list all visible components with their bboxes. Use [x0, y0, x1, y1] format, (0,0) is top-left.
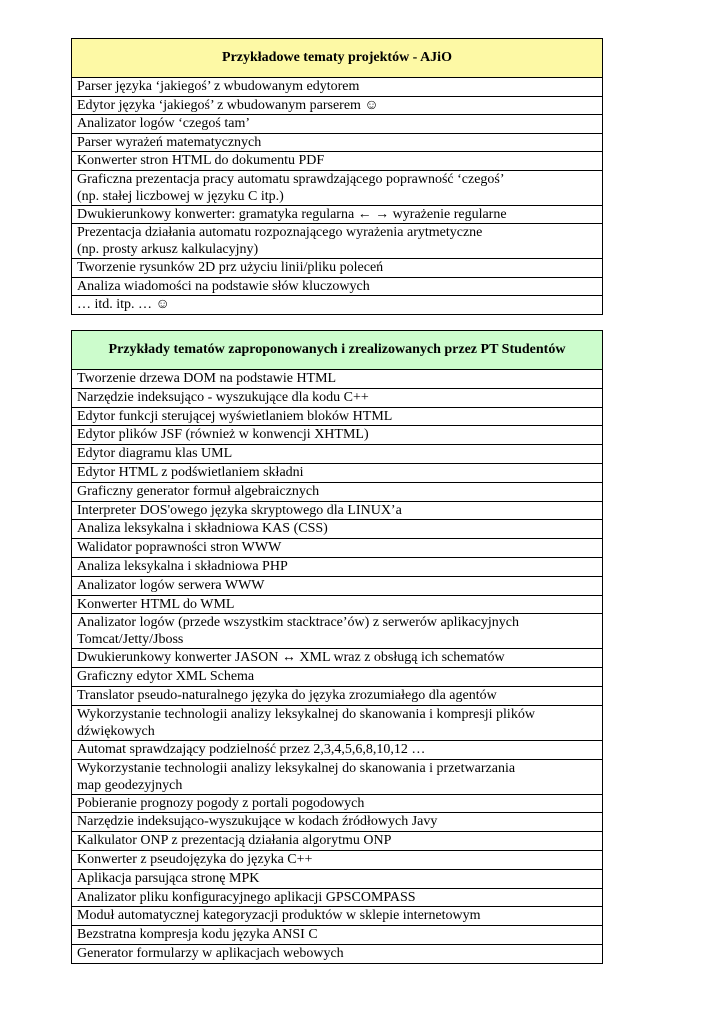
table-row — [72, 152, 603, 171]
topic-cell: … itd. itp. … ☺ — [72, 296, 603, 315]
topic-cell: Moduł automatycznej kategoryzacji produktów w sklepie internetowym — [72, 907, 603, 926]
table-row — [72, 907, 603, 926]
topic-cell: Analiza leksykalna i składniowa PHP — [72, 557, 603, 576]
table-header: Przykłady tematów zaproponowanych i zrealizowanych przez PT Studentów — [72, 331, 603, 370]
topic-cell: Graficzny generator formuł algebraicznych — [72, 482, 603, 501]
topic-cell: Parser wyrażeń matematycznych — [72, 133, 603, 152]
table-body — [72, 78, 603, 315]
topic-cell: Edytor języka ‘jakiegoś’ z wbudowanym parserem ☺ — [72, 96, 603, 115]
table-row — [72, 944, 603, 963]
topic-cell: Edytor diagramu klas UML — [72, 445, 603, 464]
topic-cell: Edytor funkcji sterującej wyświetlaniem bloków HTML — [72, 407, 603, 426]
table-row — [72, 426, 603, 445]
table-row — [72, 595, 603, 614]
table-row — [72, 614, 603, 649]
table-row — [72, 740, 603, 759]
topic-cell: Graficzna prezentacja pracy automatu sprawdzającego poprawność ‘czegoś’ (np. stałej liczbowej w języku C itp.) — [72, 170, 603, 205]
table-row — [72, 794, 603, 813]
table-row — [72, 277, 603, 296]
table-row — [72, 259, 603, 278]
table-header: Przykładowe tematy projektów - AJiO — [72, 39, 603, 78]
table-row — [72, 520, 603, 539]
topic-cell: Automat sprawdzający podzielność przez 2,3,4,5,6,8,10,12 … — [72, 740, 603, 759]
table-header-row — [72, 39, 603, 78]
table-row — [72, 539, 603, 558]
table-row — [72, 96, 603, 115]
example-topics-table — [71, 38, 603, 315]
table-row — [72, 115, 603, 134]
topic-cell: Wykorzystanie technologii analizy leksykalnej do skanowania i kompresji plików dźwiękowych — [72, 705, 603, 740]
table-row — [72, 759, 603, 794]
topic-cell: Translator pseudo-naturalnego języka do języka zrozumiałego dla agentów — [72, 686, 603, 705]
table-row — [72, 869, 603, 888]
topic-cell: Narzędzie indeksująco - wyszukujące dla kodu C++ — [72, 388, 603, 407]
topic-cell: Konwerter z pseudojęzyka do języka C++ — [72, 850, 603, 869]
table-row — [72, 370, 603, 389]
topic-cell: Bezstratna kompresja kodu języka ANSI C — [72, 926, 603, 945]
topic-cell: Prezentacja działania automatu rozpoznającego wyrażenia arytmetyczne (np. prosty arkusz kalkulacyjny) — [72, 224, 603, 259]
table-row — [72, 482, 603, 501]
table-row — [72, 388, 603, 407]
table-row — [72, 668, 603, 687]
table-row — [72, 576, 603, 595]
topic-cell: Generator formularzy w aplikacjach webowych — [72, 944, 603, 963]
topic-cell: Dwukierunkowy konwerter: gramatyka regularna ← → wyrażenie regularne — [72, 205, 603, 224]
table-row — [72, 133, 603, 152]
table-row — [72, 445, 603, 464]
student-topics-table — [71, 330, 603, 964]
topic-cell: Analizator logów ‘czegoś tam’ — [72, 115, 603, 134]
table-row — [72, 649, 603, 668]
table-row — [72, 78, 603, 97]
topic-cell: Analizator logów (przede wszystkim stacktrace’ów) z serwerów aplikacyjnych Tomcat/Jetty/Jboss — [72, 614, 603, 649]
topic-cell: Parser języka ‘jakiegoś’ z wbudowanym edytorem — [72, 78, 603, 97]
table-row — [72, 888, 603, 907]
table-header-row — [72, 331, 603, 370]
table-row — [72, 463, 603, 482]
topic-cell: Edytor HTML z podświetlaniem składni — [72, 463, 603, 482]
topic-cell: Aplikacja parsująca stronę MPK — [72, 869, 603, 888]
topic-cell: Analiza wiadomości na podstawie słów kluczowych — [72, 277, 603, 296]
topic-cell: Pobieranie prognozy pogody z portali pogodowych — [72, 794, 603, 813]
table-row — [72, 686, 603, 705]
topic-cell: Kalkulator ONP z prezentacją działania algorytmu ONP — [72, 832, 603, 851]
topic-cell: Interpreter DOS'owego języka skryptowego dla LINUX’a — [72, 501, 603, 520]
topic-cell: Konwerter HTML do WML — [72, 595, 603, 614]
table-row — [72, 407, 603, 426]
table-row — [72, 224, 603, 259]
table-row — [72, 813, 603, 832]
table-row — [72, 170, 603, 205]
topic-cell: Tworzenie rysunków 2D prz użyciu linii/pliku poleceń — [72, 259, 603, 278]
topic-cell: Edytor plików JSF (również w konwencji XHTML) — [72, 426, 603, 445]
topic-cell: Dwukierunkowy konwerter JASON ↔ XML wraz z obsługą ich schematów — [72, 649, 603, 668]
topic-cell: Analizator pliku konfiguracyjnego aplikacji GPSCOMPASS — [72, 888, 603, 907]
table-row — [72, 296, 603, 315]
table-row — [72, 850, 603, 869]
table-row — [72, 705, 603, 740]
table-row — [72, 832, 603, 851]
table-body — [72, 370, 603, 964]
topic-cell: Analizator logów serwera WWW — [72, 576, 603, 595]
topic-cell: Tworzenie drzewa DOM na podstawie HTML — [72, 370, 603, 389]
table-row — [72, 926, 603, 945]
topic-cell: Wykorzystanie technologii analizy leksykalnej do skanowania i przetwarzania map geodezyjnych — [72, 759, 603, 794]
topic-cell: Walidator poprawności stron WWW — [72, 539, 603, 558]
topic-cell: Narzędzie indeksująco-wyszukujące w kodach źródłowych Javy — [72, 813, 603, 832]
table-row — [72, 205, 603, 224]
table-row — [72, 501, 603, 520]
table-row — [72, 557, 603, 576]
topic-cell: Graficzny edytor XML Schema — [72, 668, 603, 687]
topic-cell: Konwerter stron HTML do dokumentu PDF — [72, 152, 603, 171]
topic-cell: Analiza leksykalna i składniowa KAS (CSS) — [72, 520, 603, 539]
